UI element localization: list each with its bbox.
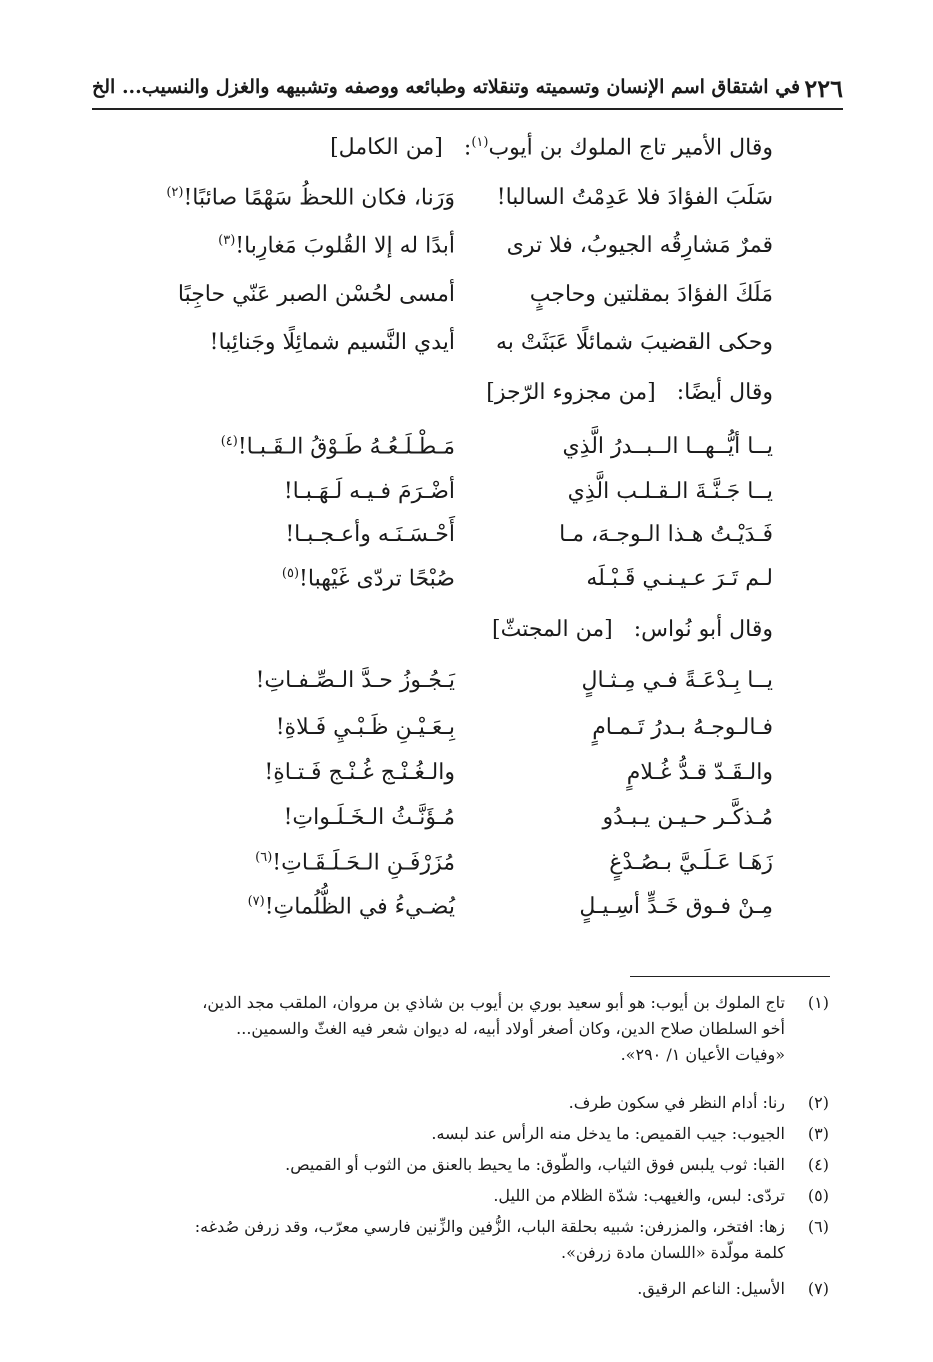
verse-ajuz: أَحْـسَـنَـه وأعـجـبـا! [285, 522, 455, 547]
ajuz-text: أبدًا له إلا القُلوبَ مَغارِبا! [235, 233, 455, 259]
verse-sadr: قمرٌ مَشارِقُه الجيوبُ، فلا ترى [506, 233, 773, 258]
footnote [99, 1276, 829, 1302]
footnote [99, 1214, 829, 1266]
footnote-ref: (٥) [281, 566, 300, 581]
verse-ajuz: والـغُـنْـج غُـنْـج فَـتـاةِ! [264, 760, 455, 785]
verse-sadr: لـم تَـرَ عـيـنـي قَـبْـلَه [586, 566, 773, 591]
footnote [99, 1152, 829, 1178]
verse-sadr: والـقَـدّ قـدُّ غُـلامٍ [626, 760, 773, 785]
header-rule [92, 108, 843, 110]
footnote [99, 1183, 829, 1209]
ajuz-text: مَـطْـلَـعُـهُ طَـوْقُ الـقَـبـا! [237, 434, 455, 460]
verse-sadr: يــا بِـدْعَـةً فـي مِـثـالٍ [581, 668, 773, 693]
poem-intro [330, 135, 773, 162]
meter-label: [من الكامل] [330, 135, 443, 161]
footnote-number: (٣) [807, 1124, 829, 1143]
ajuz-text: وَرَنا، فكان اللحظُ سَهْمًا صائبًا! [183, 185, 455, 211]
footnote-text [99, 1214, 785, 1266]
footnote-rule [630, 976, 830, 977]
verse-sadr: وحكى القضيبَ شمائلًا عَبَثَتْ به [496, 330, 773, 355]
verse-sadr: يــا أيُّــهــا الــبــدرُ الَّذِي [562, 434, 773, 459]
verse-sadr: فـالـوجـهُ بـدرُ تَـمـامٍ [592, 715, 773, 740]
footnote-ref: (١) [471, 135, 489, 150]
verse-sadr: فَـدَيْـتُ هـذا الـوجـهَ، مـا [559, 522, 773, 547]
verse-ajuz [218, 233, 455, 260]
footnote-number: (٤) [807, 1155, 829, 1174]
footnote-ref: (٧) [247, 894, 265, 909]
ajuz-text: مُزَرْفَـنِ الـحَـلَـقَـاتِ! [272, 850, 455, 876]
footnote-text [99, 1183, 785, 1209]
verse-sadr: يــا جَـنَّـةَ الـقـلـب الَّذِي [567, 479, 773, 504]
footnote-ref: (٢) [166, 185, 184, 200]
intro-colon: : [463, 135, 472, 161]
footnote-line: الجيوب: جيب القميص: ما يدخل منه الرأس عند لبسه. [431, 1124, 785, 1143]
footnote-ref: (٤) [220, 434, 238, 449]
footnote-text [99, 990, 785, 1068]
intro-text: وقال أبو نُواس [641, 617, 773, 642]
intro-colon: : [676, 380, 685, 405]
verse-ajuz: مُـؤَنَّـثُ الـخَـلَـواتِ! [283, 805, 455, 830]
footnote-line: القبا: ثوب يلبس فوق الثياب، والطّوق: ما يحيط بالعنق من الثوب أو القميص. [285, 1155, 785, 1174]
footnote-line: «وفيات الأعيان ١/ ٢٩٠». [620, 1045, 785, 1064]
footnote-number: (٦) [807, 1217, 829, 1236]
footnote [99, 1121, 829, 1147]
footnote-line: رنا: أدام النظر في سكون طرف. [568, 1093, 785, 1112]
verse-ajuz [282, 566, 455, 593]
footnote-line: الأسيل: الناعم الرقيق. [637, 1279, 785, 1298]
poem-intro [492, 617, 773, 643]
verse-sadr: زَهَـا عَـلَـيَّ بـصُـدْغٍ [609, 850, 773, 875]
ajuz-text: يُضـيءُ في الظُّلُماتِ! [264, 894, 455, 920]
verse-sadr: سَلَبَ الفؤادَ فلا عَدِمْتُ السالبا! [496, 185, 773, 210]
verse-ajuz: بِـعَـيْـنِ ظَـبْـيِ فَـلاةِ! [275, 715, 455, 740]
poem-intro [486, 380, 773, 406]
intro-text: وقال الأمير تاج الملوك بن أيوب [488, 135, 773, 161]
footnote-line: أخو السلطان صلاح الدين، وكان أصغر أولاد أبيه، له ديوان شعر فيه الغثّ والسمين... [236, 1019, 785, 1038]
footnote-text [99, 1090, 785, 1116]
footnote-number: (٧) [807, 1279, 829, 1298]
footnote-number: (٥) [807, 1186, 829, 1205]
verse-sadr: مَلَكَ الفؤادَ بمقلتين وحاجبٍ [529, 282, 773, 307]
verse-ajuz: أيدي النَّسيم شمائِلًا وجَنائِبا! [209, 330, 455, 355]
footnote-text [99, 1276, 785, 1302]
footnote-line: كلمة مولّدة «اللسان مادة زرفن». [561, 1243, 785, 1262]
verse-ajuz [221, 434, 455, 461]
page-header [92, 66, 843, 106]
intro-colon: : [633, 617, 642, 642]
footnote-text [99, 1121, 785, 1147]
page-number: ٢٢٦ [804, 74, 843, 103]
footnote [99, 990, 829, 1068]
meter-label: [من المجتثّ] [492, 617, 613, 642]
footnote-line: زها: افتخر، والمزرفن: شبيه بحلقة الباب، الزُّفين والزِّنين فارسي معرّب، وقد زرفن صُدغه: [194, 1217, 785, 1236]
meter-label: [من مجزوء الرّجز] [486, 380, 656, 405]
footnote [99, 1090, 829, 1116]
verse-ajuz: يَـجُـوزُ حـدَّ الـصِّـفـاتِ! [255, 668, 455, 693]
footnote-line: تاج الملوك بن أيوب: هو أبو سعيد بوري بن أيوب بن شاذي بن مروان، الملقب مجد الدين، [202, 993, 785, 1012]
footnote-text [99, 1152, 785, 1178]
verse-ajuz: أضْـرَمَ فـيـه لَـهَـبـا! [283, 479, 455, 504]
verse-ajuz: أمسى لحُسْن الصبر عَنّي حاجِبًا [177, 282, 455, 307]
ajuz-text: صُبْحًا تردّى غَيْهبا! [299, 566, 455, 592]
intro-text: وقال أيضًا [684, 380, 773, 405]
verse-ajuz [166, 185, 455, 212]
footnote-line: تردّى: لبس، والغيهب: شدّة الظلام من الليل. [493, 1186, 785, 1205]
verse-sadr: مُـذكَّـر حـيـن يـبـدُو [602, 805, 773, 830]
footnote-number: (٢) [807, 1093, 829, 1112]
verse-ajuz [255, 850, 455, 877]
footnote-number: (١) [807, 993, 829, 1012]
verse-sadr: مِـنْ فـوق خَـدٍّ أسِـيـلٍ [579, 894, 773, 919]
footnote-ref: (٣) [218, 233, 236, 248]
footnote-ref: (٦) [255, 850, 273, 865]
running-title: في اشتقاق اسم الإنسان وتسميته وتنقلاته وطبائعه ووصفه وتشبيهه والغزل والنسيب... الخ [92, 76, 801, 98]
verse-ajuz [248, 894, 455, 921]
